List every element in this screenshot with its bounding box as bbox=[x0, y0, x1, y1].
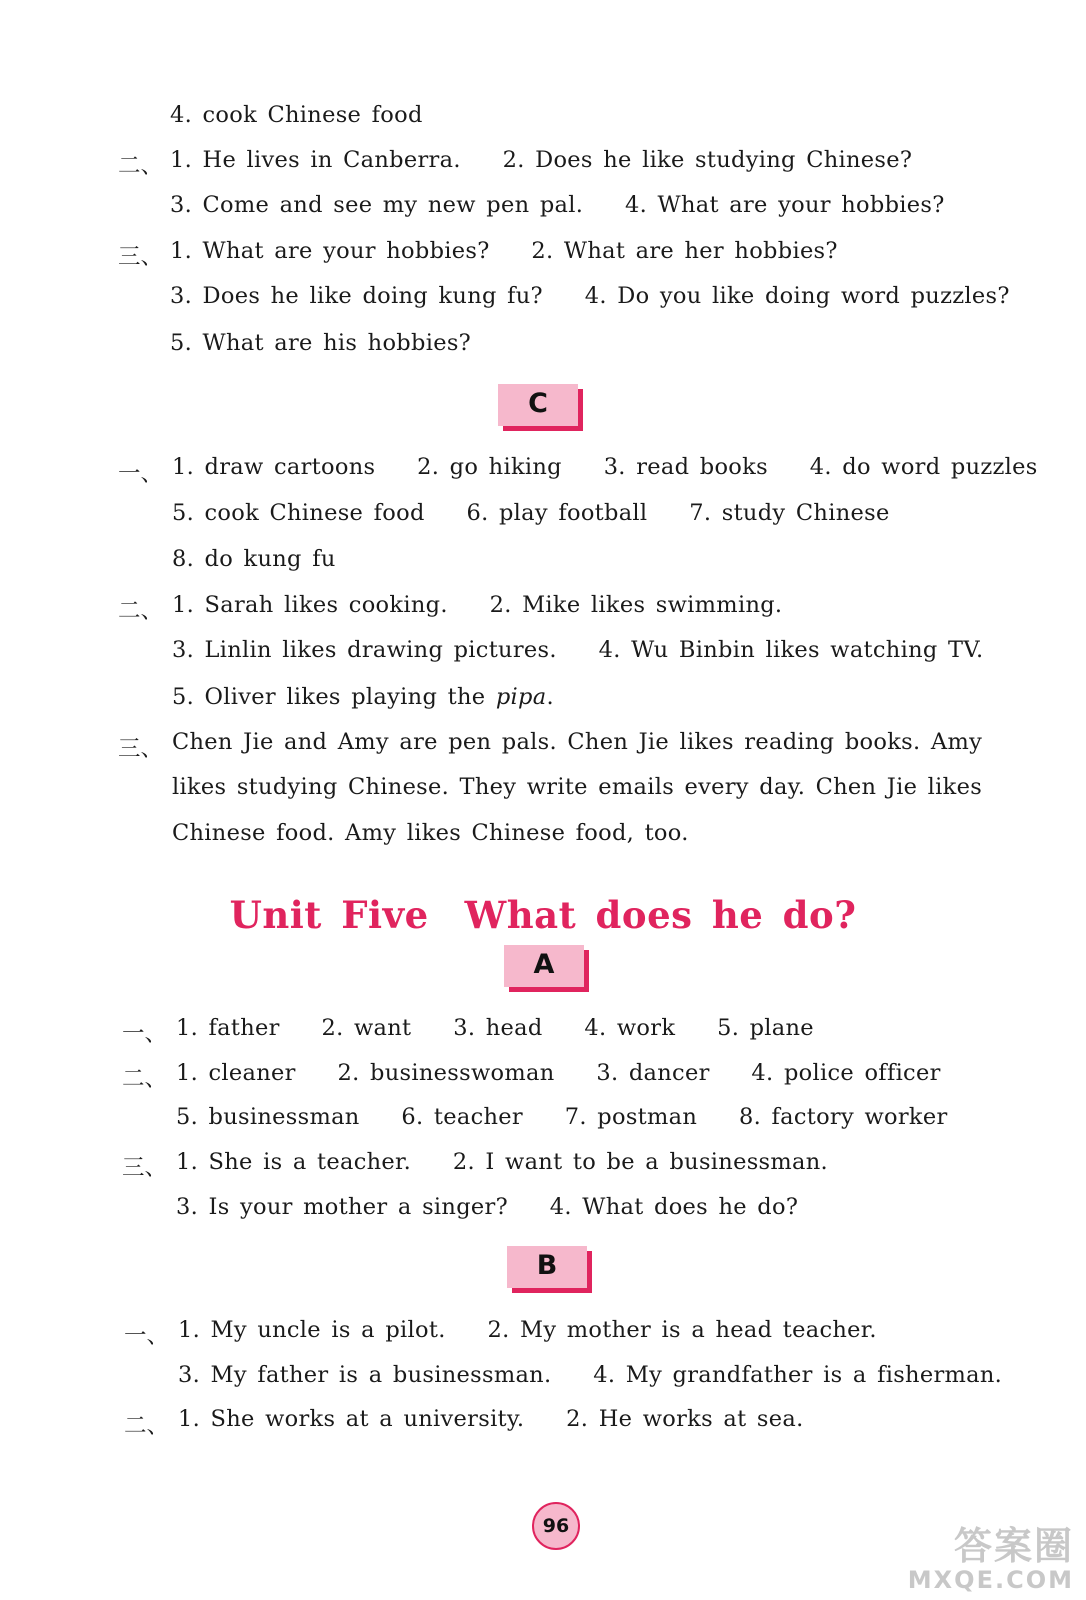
answer-text: 5. Oliver likes playing the bbox=[172, 684, 496, 710]
answer-line: 5. cook Chinese food 6. play football 7. study Chinese bbox=[172, 500, 890, 526]
answer-line bbox=[172, 684, 554, 710]
question-marker: 二、 bbox=[118, 153, 164, 179]
answer-line: 1. Sarah likes cooking. 2. Mike likes swimming. bbox=[172, 592, 783, 618]
watermark-domain: MXQE.COM bbox=[907, 1566, 1074, 1594]
watermark bbox=[908, 1515, 1074, 1594]
answer-line: 3. My father is a businessman. 4. My grandfather is a fisherman. bbox=[178, 1362, 1003, 1388]
passage-line: likes studying Chinese. They write emails every day. Chen Jie likes bbox=[172, 774, 983, 800]
page-number: 96 bbox=[532, 1502, 580, 1550]
question-marker: 二、 bbox=[122, 1066, 168, 1092]
question-marker: 一、 bbox=[124, 1323, 170, 1349]
section-badge-c: C bbox=[498, 384, 578, 426]
answer-line: 1. father 2. want 3. head 4. work 5. plane bbox=[176, 1015, 814, 1041]
question-marker: 三、 bbox=[122, 1155, 168, 1181]
question-marker: 三、 bbox=[118, 244, 164, 270]
question-marker: 一、 bbox=[118, 461, 164, 487]
unit-title bbox=[0, 893, 1086, 937]
answer-line: 8. do kung fu bbox=[172, 546, 336, 572]
answer-line: 1. draw cartoons 2. go hiking 3. read books 4. do word puzzles bbox=[172, 454, 1038, 480]
question-marker: 一、 bbox=[122, 1021, 168, 1047]
answer-line: 5. What are his hobbies? bbox=[170, 330, 472, 356]
answer-line: 4. cook Chinese food bbox=[170, 102, 423, 128]
unit-title-part1: Unit Five bbox=[229, 893, 429, 937]
passage-line: Chinese food. Amy likes Chinese food, too. bbox=[172, 820, 689, 846]
answer-line: 1. cleaner 2. businesswoman 3. dancer 4. police officer bbox=[176, 1060, 941, 1086]
question-marker: 三、 bbox=[118, 736, 164, 762]
answer-line: 5. businessman 6. teacher 7. postman 8. factory worker bbox=[176, 1104, 948, 1130]
answer-line: 1. My uncle is a pilot. 2. My mother is a head teacher. bbox=[178, 1317, 877, 1343]
answer-text: . bbox=[546, 684, 554, 710]
answer-line: 3. Is your mother a singer? 4. What does he do? bbox=[176, 1194, 799, 1220]
answer-line: 1. She is a teacher. 2. I want to be a businessman. bbox=[176, 1149, 828, 1175]
answer-line: 1. He lives in Canberra. 2. Does he like studying Chinese? bbox=[170, 147, 913, 173]
watermark-logo-text: 答案圈 bbox=[953, 1524, 1074, 1568]
answer-line: 3. Come and see my new pen pal. 4. What are your hobbies? bbox=[170, 192, 945, 218]
section-badge-a: A bbox=[504, 945, 584, 987]
question-marker: 二、 bbox=[124, 1413, 170, 1439]
passage-line: Chen Jie and Amy are pen pals. Chen Jie likes reading books. Amy bbox=[172, 729, 983, 755]
answer-line: 3. Linlin likes drawing pictures. 4. Wu Binbin likes watching TV. bbox=[172, 637, 984, 663]
italic-term: pipa bbox=[495, 684, 547, 710]
section-badge-b: B bbox=[507, 1246, 587, 1288]
answer-line: 1. What are your hobbies? 2. What are her hobbies? bbox=[170, 238, 838, 264]
unit-title-part2: What does he do? bbox=[464, 893, 857, 937]
answer-line: 1. She works at a university. 2. He works at sea. bbox=[178, 1406, 804, 1432]
question-marker: 二、 bbox=[118, 598, 164, 624]
answer-line: 3. Does he like doing kung fu? 4. Do you like doing word puzzles? bbox=[170, 283, 1010, 309]
